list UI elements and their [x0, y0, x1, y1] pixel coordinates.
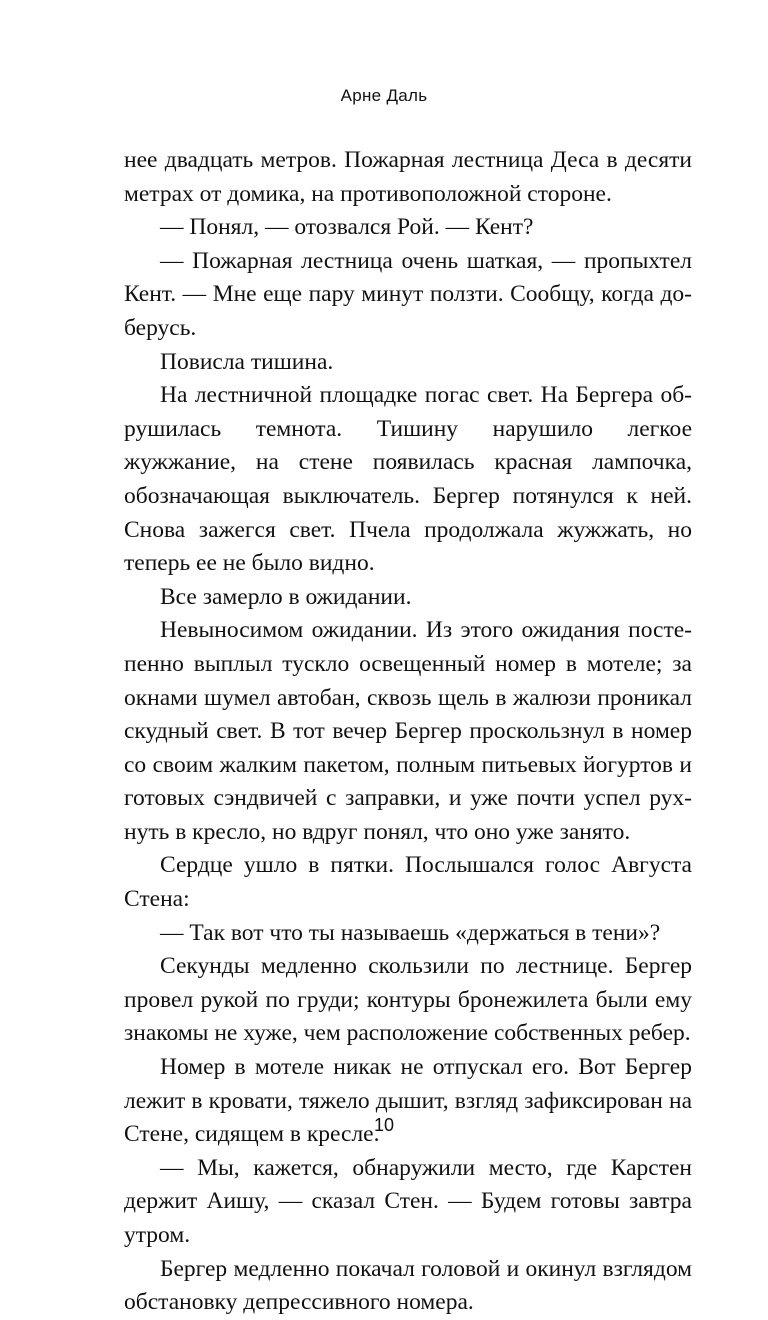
- paragraph: — Мы, кажется, обнаружили место, где Карстен держит Аишу, — сказал Стен. — Будем готовы завтра утром.: [124, 1154, 692, 1248]
- running-head-author: Арне Даль: [340, 86, 428, 105]
- paragraph: нее двадцать метров. Пожарная лестница Деса в десяти метрах от домика, на противоположной стороне.: [124, 147, 692, 207]
- body-text: [124, 144, 692, 1320]
- paragraph: Повисла тишина.: [160, 348, 334, 375]
- paragraph: — Пожарная лестница очень шаткая, — пропыхтел Кент. — Мне еще пару минут ползти. Сообщу, когда доберусь.: [124, 247, 692, 341]
- paragraph: Все замерло в ожидании.: [160, 583, 412, 610]
- paragraph: — Понял, — отозвался Рой. — Кент?: [160, 214, 534, 241]
- page-number: 10: [373, 1115, 395, 1135]
- paragraph: — Так вот что ты называешь «держаться в тени»?: [160, 919, 661, 946]
- paragraph: Бергер медленно покачал головой и окинул взглядом обстановку депрессивного номера.: [124, 1255, 692, 1316]
- paragraph: Секунды медленно скользили по лестнице. Бергер провел рукой по груди; контуры бронежилета были ему знакомы не хуже, чем расположение собственных ребер.: [124, 953, 692, 1047]
- paragraph: Невыносимом ожидании. Из этого ожидания постепенно выплыл тускло освещенный номер в мотеле; за окнами шумел автобан, сквозь щель в жалюзи проникал скудный свет. В тот вечер Бергер проскользнул в номер со своим жалким пакетом, полным питьевых йогуртов и готовых сэндвичей с заправки, и уже почти успел рухнуть в кресло, но вдруг понял, что оно уже занято.: [124, 617, 692, 845]
- paragraph: На лестничной площадке погас свет. На Бергера обрушилась темнота. Тишину нарушило легкое жужжание, на стене появилась красная лампочка, обозначающая выключатель. Бергер потянулся к ней. Снова зажегся свет. Пчела продолжала жужжать, но теперь ее не было видно.: [124, 382, 692, 577]
- paragraph: Сердце ушло в пятки. Послышался голос Августа Стена:: [124, 852, 692, 913]
- paragraph: Номер в мотеле никак не отпускал его. Вот Бергер лежит в кровати, тяжело дышит, взгляд зафиксирован на Стене, сидящем в кресле.: [124, 1054, 692, 1148]
